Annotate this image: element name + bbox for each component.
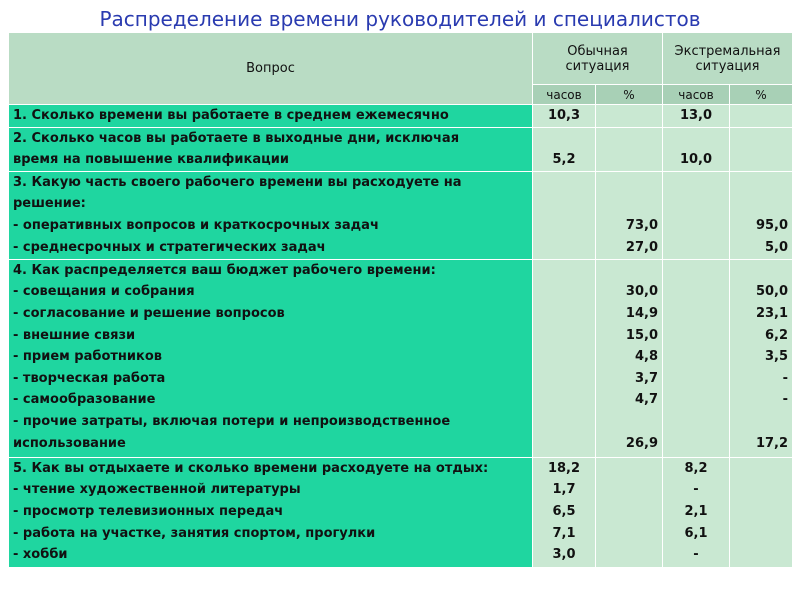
value-line	[734, 105, 788, 127]
value-line: 4,7	[634, 392, 658, 408]
value-line	[600, 458, 658, 480]
question-line: - прием работников	[13, 349, 162, 365]
page-title: Распределение времени руководителей и специалистов	[99, 7, 701, 31]
question-cell	[9, 457, 533, 567]
value-line: 50,0	[755, 284, 789, 300]
value-line: 23,1	[755, 305, 789, 321]
table-body	[9, 105, 793, 568]
table-row	[9, 457, 793, 567]
value-line: 8,2	[684, 460, 708, 476]
header-normal-situation: Обычная ситуация	[533, 33, 663, 85]
value-line	[667, 172, 725, 194]
value-line	[600, 105, 658, 127]
value-line	[537, 128, 591, 150]
header-extreme-percent: %	[730, 85, 793, 105]
question-line: - самообразование	[13, 392, 156, 408]
value-line	[667, 128, 725, 150]
question-line: время на повышение квалификации	[13, 152, 289, 168]
value-line	[734, 260, 788, 282]
value-line: 3,5	[764, 349, 789, 365]
value-line: 30,0	[625, 284, 658, 300]
value-line: 6,2	[764, 327, 789, 343]
extreme-percent-cell	[730, 171, 793, 259]
value-line: -	[782, 392, 789, 408]
value-line: 7,1	[552, 525, 576, 541]
value-line	[734, 458, 788, 480]
question-line: 2. Сколько часов вы работаете в выходные дни, исключая	[13, 130, 460, 146]
question-cell	[9, 171, 533, 259]
value-line: 6,5	[552, 503, 576, 519]
value-line: -	[782, 370, 789, 386]
value-line: 13,0	[679, 108, 713, 123]
value-line	[734, 193, 788, 215]
value-line: 18,2	[547, 460, 581, 476]
question-line: - чтение художественной литературы	[13, 482, 301, 498]
value-line: 6,1	[684, 525, 708, 541]
value-line	[600, 260, 658, 282]
value-line	[537, 172, 591, 194]
value-line: 26,9	[625, 435, 658, 451]
value-line	[734, 128, 788, 150]
header-normal-percent: %	[596, 85, 663, 105]
value-line: -	[693, 547, 699, 563]
value-line	[537, 260, 591, 282]
header-question: Вопрос	[9, 33, 533, 105]
time-distribution-table	[8, 32, 793, 568]
table-row	[9, 105, 793, 128]
value-line: 3,0	[552, 547, 576, 563]
question-line: решение:	[13, 196, 86, 212]
question-line: - среднесрочных и стратегических задач	[13, 239, 326, 255]
value-line: 2,1	[684, 503, 708, 519]
question-line: 3. Какую часть своего рабочего времени вы расходуете на	[13, 174, 462, 190]
value-line: 5,0	[764, 239, 789, 255]
question-line: - просмотр телевизионных передач	[13, 503, 284, 519]
extreme-hours-cell	[663, 259, 730, 457]
normal-percent-cell	[596, 171, 663, 259]
value-line: 10,3	[547, 108, 581, 123]
question-line: - творческая работа	[13, 370, 166, 386]
question-line: - прочие затраты, включая потери и непроизводственное	[13, 413, 451, 429]
value-line: 95,0	[755, 217, 789, 233]
table-row	[9, 171, 793, 259]
value-line	[600, 172, 658, 194]
question-line: 4. Как распределяется ваш бюджет рабочего времени:	[13, 262, 436, 278]
value-line: 10,0	[679, 152, 713, 168]
value-line: 5,2	[552, 152, 576, 168]
extreme-hours-cell	[663, 127, 730, 171]
value-line: 15,0	[625, 327, 658, 343]
normal-hours-cell	[533, 127, 596, 171]
header-extreme-hours: часов	[663, 85, 730, 105]
value-line	[600, 411, 658, 433]
extreme-percent-cell	[730, 105, 793, 128]
question-line: использование	[13, 435, 126, 451]
normal-percent-cell	[596, 457, 663, 567]
normal-hours-cell	[533, 105, 596, 128]
value-line	[600, 193, 658, 215]
header-extreme-situation: Экстремальная ситуация	[663, 33, 793, 85]
value-line: 14,9	[625, 305, 658, 321]
header-normal-hours: часов	[533, 85, 596, 105]
extreme-percent-cell	[730, 259, 793, 457]
question-line: - согласование и решение вопросов	[13, 305, 285, 321]
question-line: 5. Как вы отдыхаете и сколько времени расходуете на отдых:	[13, 460, 489, 476]
extreme-hours-cell	[663, 457, 730, 567]
value-line: 27,0	[625, 239, 658, 255]
table-row	[9, 127, 793, 171]
value-line: -	[693, 482, 699, 498]
normal-percent-cell	[596, 127, 663, 171]
question-cell	[9, 127, 533, 171]
value-line	[734, 411, 788, 433]
normal-percent-cell	[596, 105, 663, 128]
question-line: - внешние связи	[13, 327, 136, 343]
question-line: - работа на участке, занятия спортом, прогулки	[13, 525, 376, 541]
normal-hours-cell	[533, 171, 596, 259]
value-line: 17,2	[755, 435, 789, 451]
value-line	[667, 260, 725, 282]
extreme-hours-cell	[663, 171, 730, 259]
normal-hours-cell	[533, 457, 596, 567]
value-line: 4,8	[634, 349, 658, 365]
question-line: 1. Сколько времени вы работаете в среднем ежемесячно	[13, 108, 449, 123]
question-line: - совещания и собрания	[13, 284, 195, 300]
question-line: - оперативных вопросов и краткосрочных задач	[13, 217, 379, 233]
normal-percent-cell	[596, 259, 663, 457]
extreme-hours-cell	[663, 105, 730, 128]
value-line	[734, 172, 788, 194]
value-line: 73,0	[625, 217, 658, 233]
question-cell	[9, 105, 533, 128]
extreme-percent-cell	[730, 457, 793, 567]
normal-hours-cell	[533, 259, 596, 457]
extreme-percent-cell	[730, 127, 793, 171]
value-line: 1,7	[552, 482, 576, 498]
table-row	[9, 259, 793, 457]
value-line: 3,7	[634, 370, 658, 386]
question-cell	[9, 259, 533, 457]
question-line: - хобби	[13, 547, 68, 563]
value-line	[600, 128, 658, 150]
